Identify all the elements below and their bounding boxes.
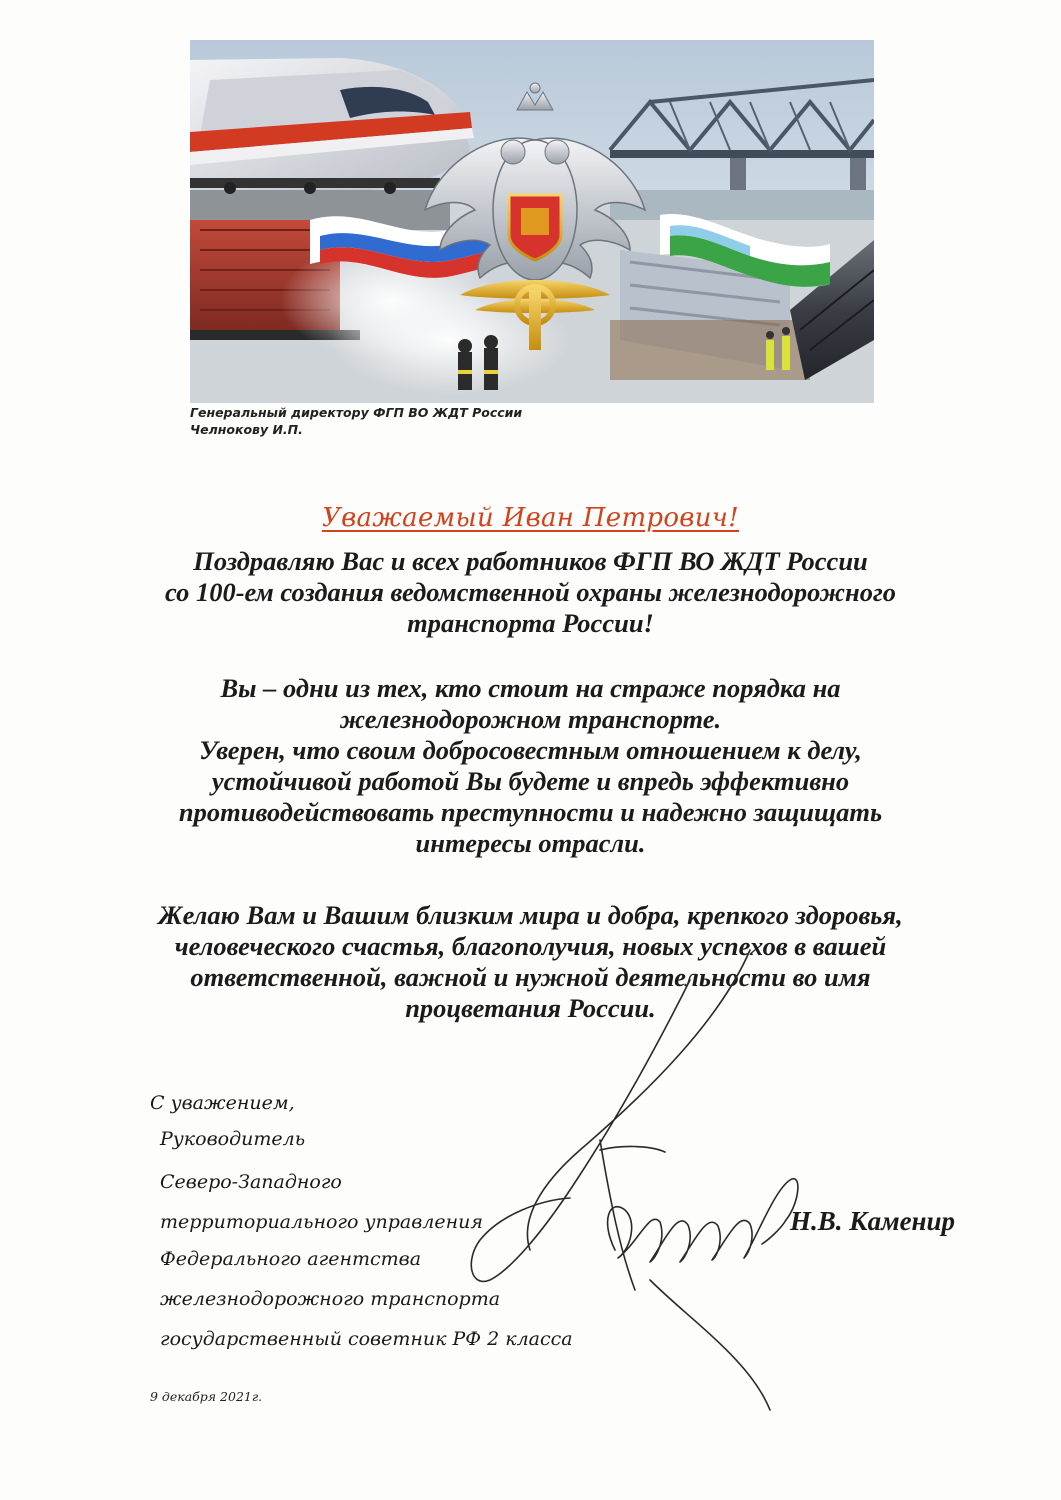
signer-name: Н.В. Каменир (790, 1206, 956, 1236)
signer-title-line: железнодорожного транспорта (160, 1288, 501, 1310)
paragraph-appreciation (110, 673, 951, 859)
paragraph-wishes (110, 900, 951, 1024)
text-line: противодействовать преступности и надежно защищать (178, 797, 883, 827)
text-line: Уверен, что своим добросовестным отношением к делу, (199, 735, 862, 765)
paragraph-congratulation (110, 546, 951, 639)
text-line: Желаю Вам и Вашим близким мира и добра, крепкого здоровья, (158, 900, 903, 930)
header-collage-image (190, 40, 874, 403)
text-line: процветания России. (405, 993, 656, 1023)
text-line: со 100-ем создания ведомственной охраны железнодорожного (164, 577, 896, 607)
text-line: транспорта России! (407, 608, 654, 638)
addressee-name: Челнокову И.П. (190, 422, 303, 437)
salutation: Уважаемый Иван Петрович! (321, 503, 740, 533)
letter-date: 9 декабря 2021г. (150, 1389, 263, 1404)
addressee-block (190, 404, 690, 438)
signer-title-line: Руководитель (160, 1128, 306, 1150)
text-line: Вы – одни из тех, кто стоит на страже порядка на (220, 673, 841, 703)
addressee-line: Генеральный директору ФГП ВО ЖДТ России (190, 405, 523, 420)
text-line: человеческого счастья, благополучия, новых успехов в вашей (174, 931, 887, 961)
signer-title-line: Федерального агентства (160, 1248, 422, 1270)
text-line: железнодорожном транспорте. (339, 704, 722, 734)
text-line: ответственной, важной и нужной деятельности во имя (190, 962, 871, 992)
signer-title-line: Северо-Западного (160, 1171, 342, 1193)
text-line: Поздравляю Вас и всех работников ФГП ВО ЖДТ России (193, 546, 868, 576)
text-line: интересы отрасли. (415, 828, 646, 858)
signer-title-line: территориального управления (160, 1211, 483, 1233)
closing-regards: С уважением, (150, 1092, 295, 1114)
text-line: устойчивой работой Вы будете и впредь эффективно (211, 766, 850, 796)
signer-title-line: государственный советник РФ 2 класса (160, 1328, 573, 1350)
railway-collage (190, 40, 874, 403)
